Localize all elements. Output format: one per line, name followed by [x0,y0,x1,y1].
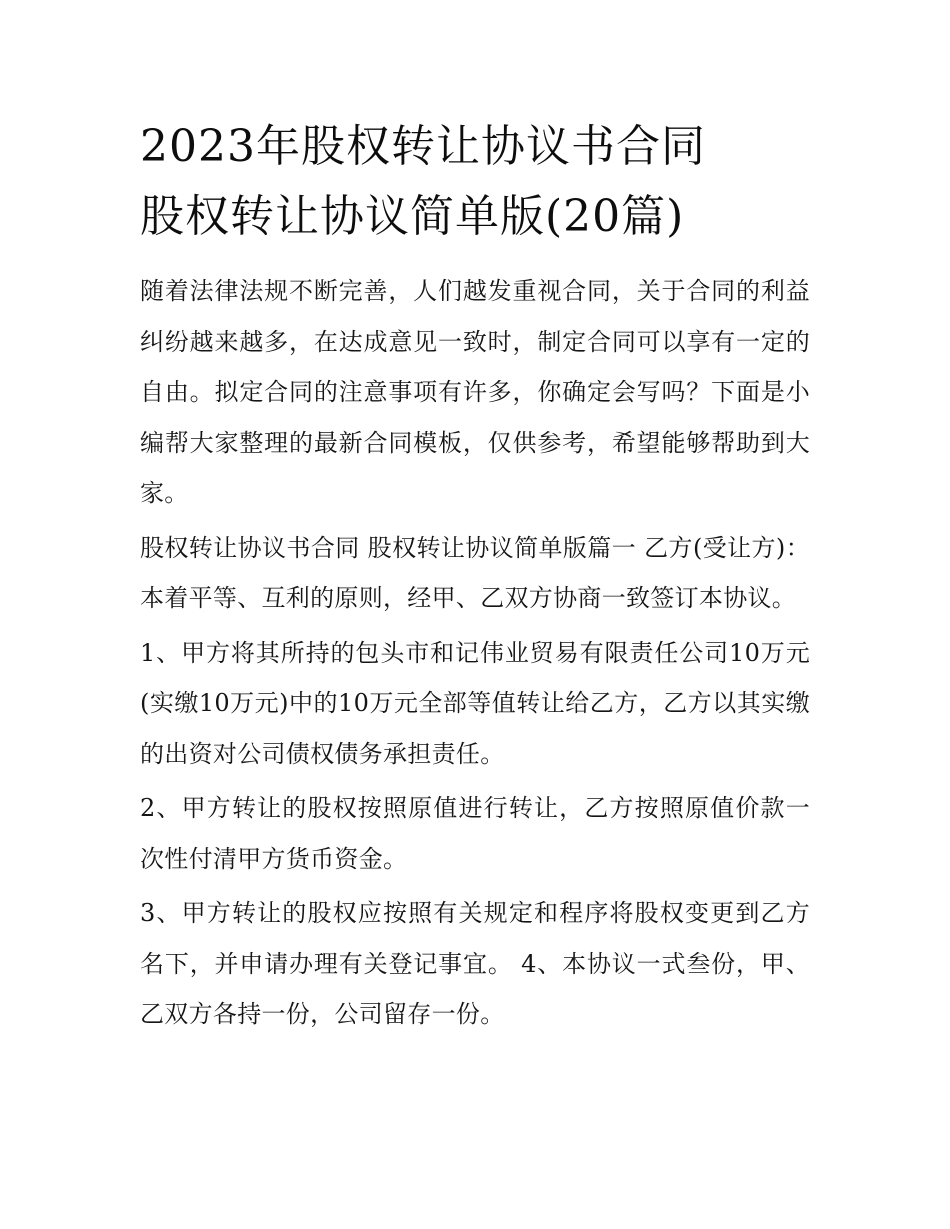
title-line-2: 股权转让协议简单版(20篇) [140,191,685,242]
clause-1-paragraph: 1、甲方将其所持的包头市和记伟业贸易有限责任公司10万元(实缴10万元)中的10万元全部等值转让给乙方，乙方以其实缴的出资对公司债权债务承担责任。 [140,638,810,768]
title-line-1: 2023年股权转让协议书合同 [140,121,706,172]
document-body [140,112,810,1044]
clause-2-paragraph: 2、甲方转让的股权按照原值进行转让，乙方按照原值价款一次性付清甲方货币资金。 [140,794,810,873]
section-heading-paragraph: 股权转让协议书合同 股权转让协议简单版篇一 乙方(受让方)： 本着平等、互利的原则，经甲、乙双方协商一致签订本协议。 [140,533,810,612]
clause-3-4-paragraph: 3、甲方转让的股权应按照有关规定和程序将股权变更到乙方名下，并申请办理有关登记事宜。 4、本协议一式叁份，甲、乙双方各持一份，公司留存一份。 [140,899,810,1028]
document-title [140,112,810,252]
intro-paragraph: 随着法律法规不断完善，人们越发重视合同，关于合同的利益纠纷越来越多，在达成意见一致时，制定合同可以享有一定的自由。拟定合同的注意事项有许多，你确定会写吗？下面是小编帮大家整理的最新合同模板，仅供参考，希望能够帮助到大家。 [140,277,810,507]
